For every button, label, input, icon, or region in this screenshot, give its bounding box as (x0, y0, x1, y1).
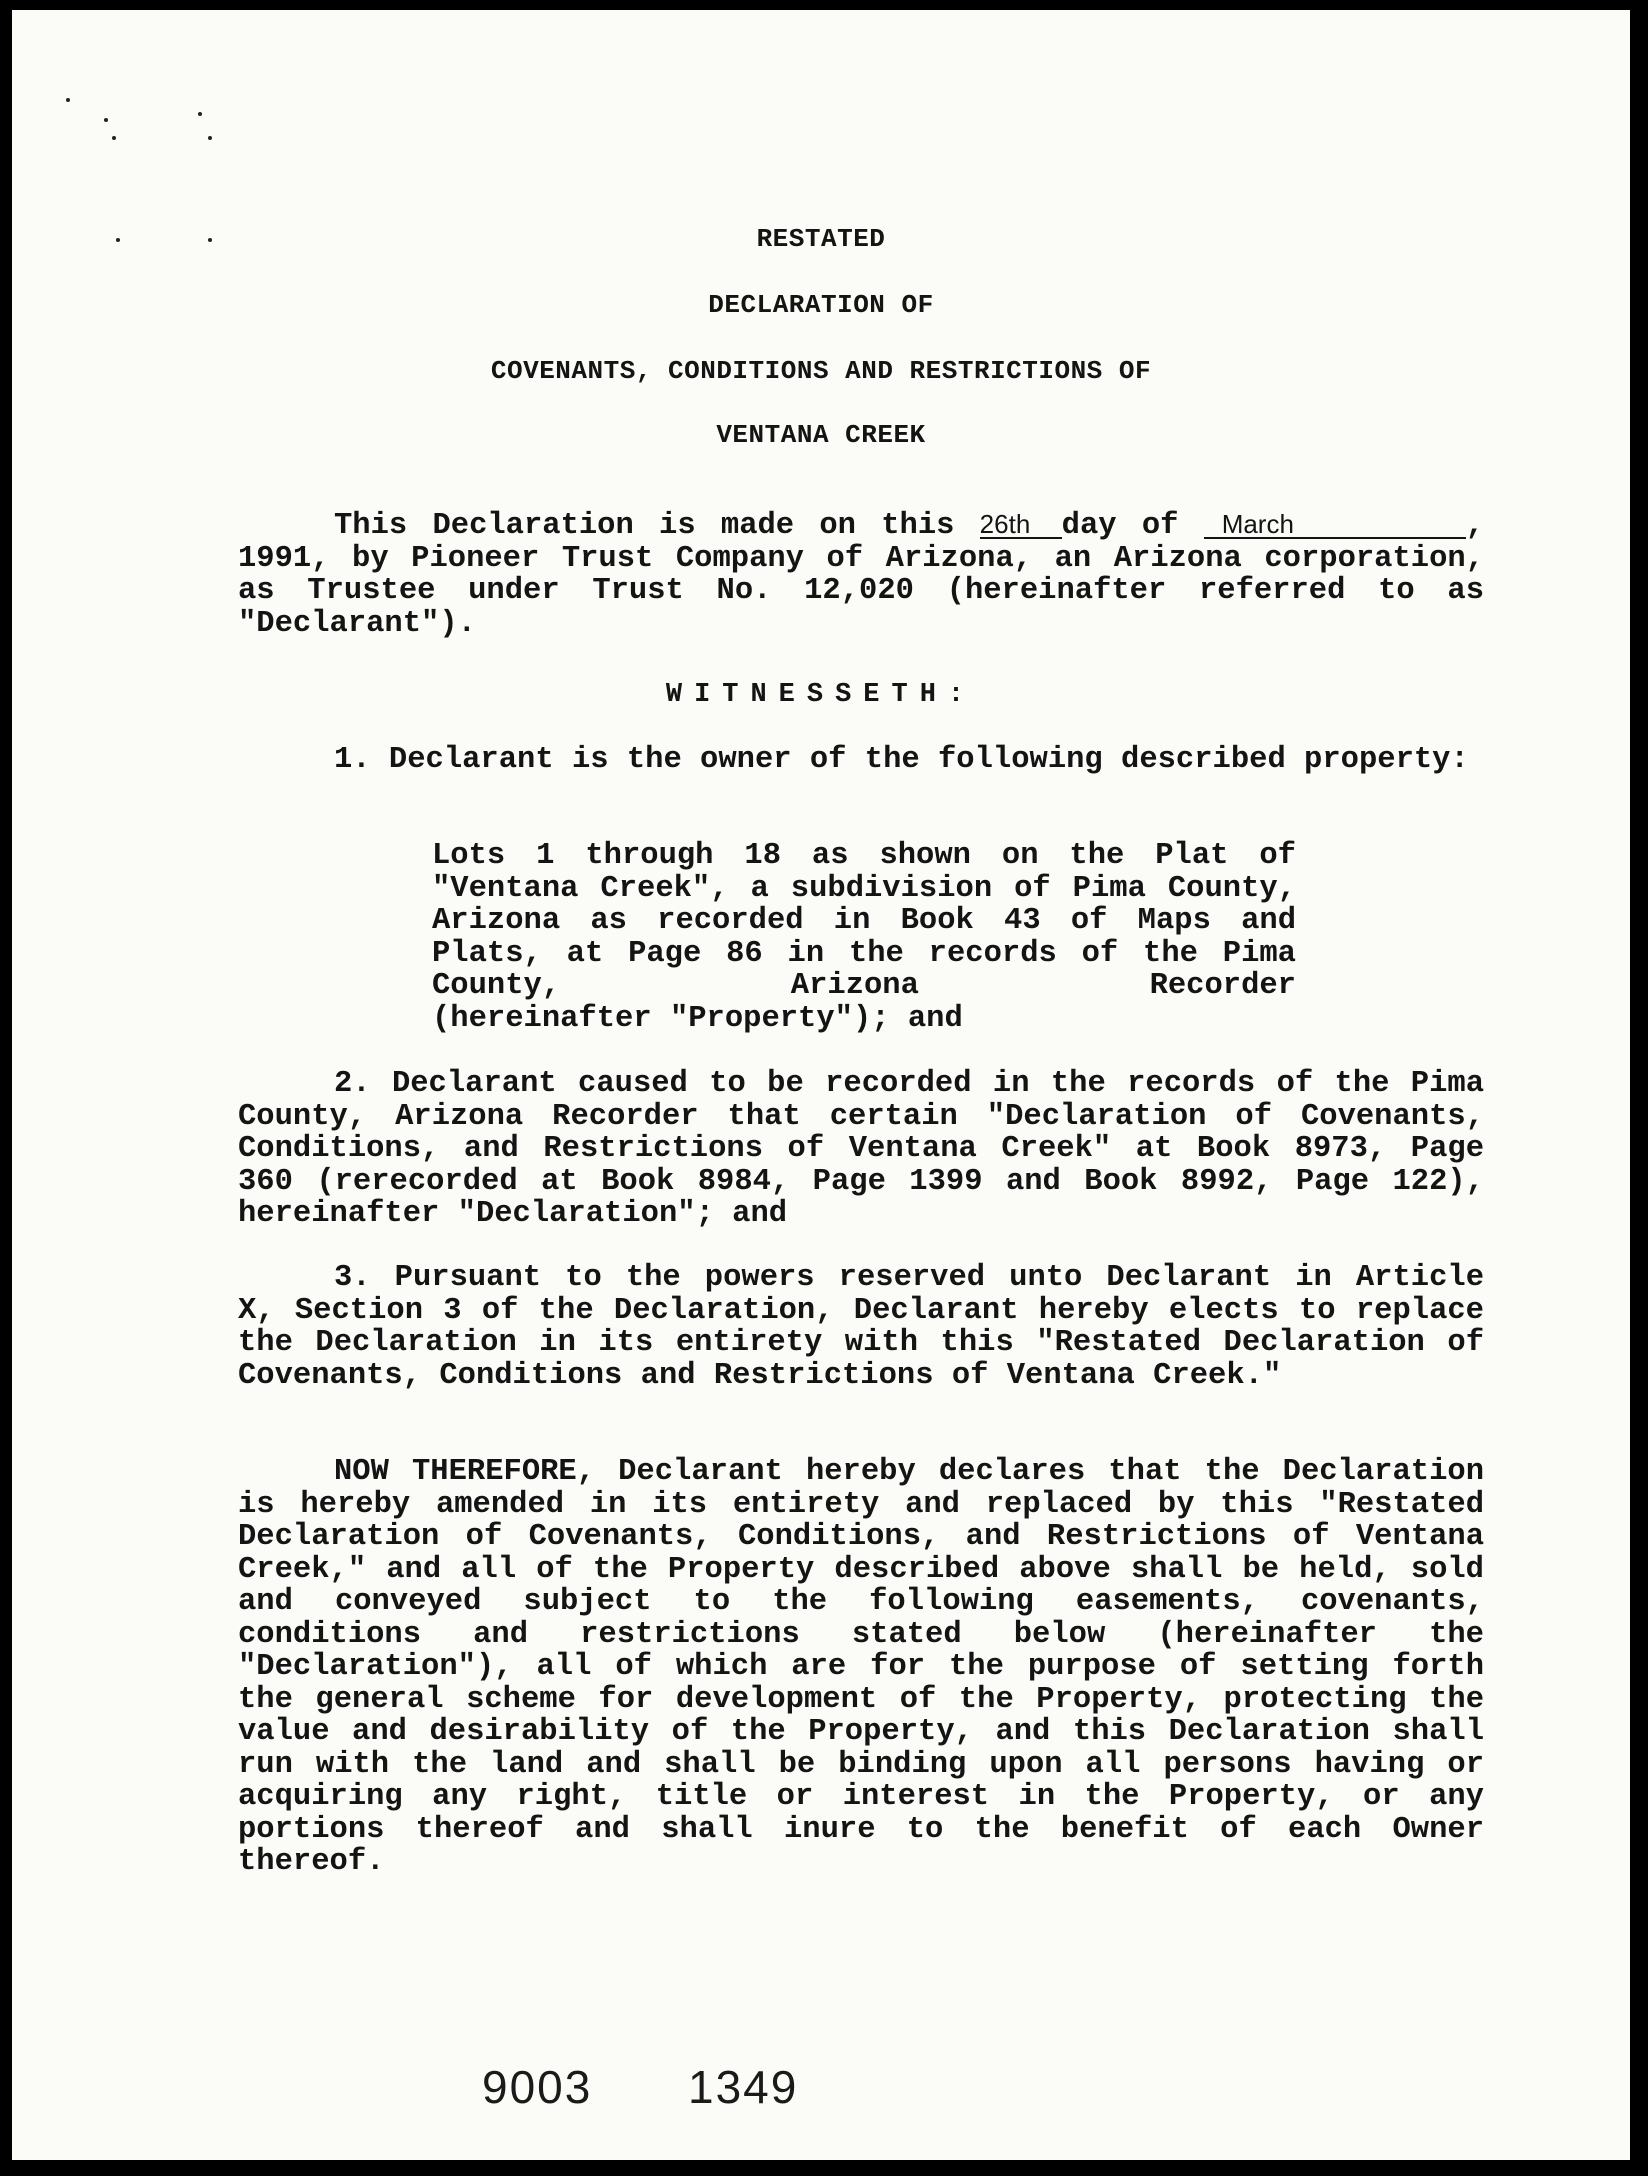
title-covenants: COVENANTS, CONDITIONS AND RESTRICTIONS OF (490, 356, 1152, 386)
clause-2-text: 2. Declarant caused to be recorded in the records of the Pima County, Arizona Recorder that certain "Declaration of Covenants, Conditions, and Restrictions of Ventana Creek" at Book 8973, Page 360 (rerecorded at Book 8984, Page 1399 and Book 8992, Page 122), hereinafter "Declaration"; and (238, 1067, 1484, 1231)
clause-3 (238, 1262, 1484, 1392)
scan-speck (66, 98, 70, 102)
title-declaration-of: DECLARATION OF (708, 290, 934, 320)
day-field: 26th (980, 511, 1062, 539)
scan-speck (198, 112, 202, 116)
month-field: March (1204, 511, 1466, 539)
intro-paragraph (238, 510, 1484, 640)
now-therefore-text: NOW THEREFORE, Declarant hereby declares that the Declaration is hereby amended in its entirety and replaced by this "Restated Declaration of Covenants, Conditions, and Restrictions of Ventana Creek," and all of the Property described above shall be held, sold and conveyed subject to the following easements, covenants, conditions and restrictions stated below (hereinafter the "Declaration"), all of which are for the purpose of setting forth the general scheme for development of the Property, protecting the value and desirability of the Property, and this Declaration shall run with the land and shall be binding upon all persons having or acquiring any right, title or interest in the Property, or any portions thereof and shall inure to the benefit of each Owner thereof. (238, 1455, 1484, 1879)
document-page (12, 10, 1630, 2160)
intro-text-day-of: day of (1061, 509, 1204, 543)
clause-1-text: 1. Declarant is the owner of the following described property: (334, 743, 1469, 777)
title-restated: RESTATED (756, 224, 886, 254)
title-ventana-creek: VENTANA CREEK (716, 420, 926, 450)
scan-speck (208, 136, 212, 140)
clause-2 (238, 1068, 1484, 1231)
scan-speck (112, 136, 116, 140)
witnesseth-heading: WITNESSETH: (665, 680, 977, 710)
scan-speck (104, 118, 108, 122)
clause-3-text: 3. Pursuant to the powers reserved unto Declarant in Article X, Section 3 of the Declaration, Declarant hereby elects to replace the Declaration in its entirety with this "Restated Declaration of Covenants, Conditions and Restrictions of Ventana Creek." (238, 1261, 1484, 1393)
intro-text-rest: , 1991, by Pioneer Trust Company of Arizona, an Arizona corporation, as Trustee under Trust No. 12,020 (hereinafter referred to as "Declarant"). (238, 509, 1484, 641)
property-description (432, 840, 1296, 1035)
now-therefore-paragraph (238, 1456, 1484, 1879)
clause-1 (238, 744, 1484, 777)
property-description-text: Lots 1 through 18 as shown on the Plat of "Ventana Creek", a subdivision of Pima County, Arizona as recorded in Book 43 of Maps and Plats, at Page 86 in the records of the Pima County, Arizona Recorder (432, 839, 1296, 1003)
intro-text-start: This Declaration is made on this (334, 509, 980, 543)
recording-page-number: 1349 (688, 2061, 799, 2113)
property-description-last-line: (hereinafter "Property"); and (432, 1001, 963, 1036)
recording-book-number: 9003 (482, 2061, 593, 2113)
